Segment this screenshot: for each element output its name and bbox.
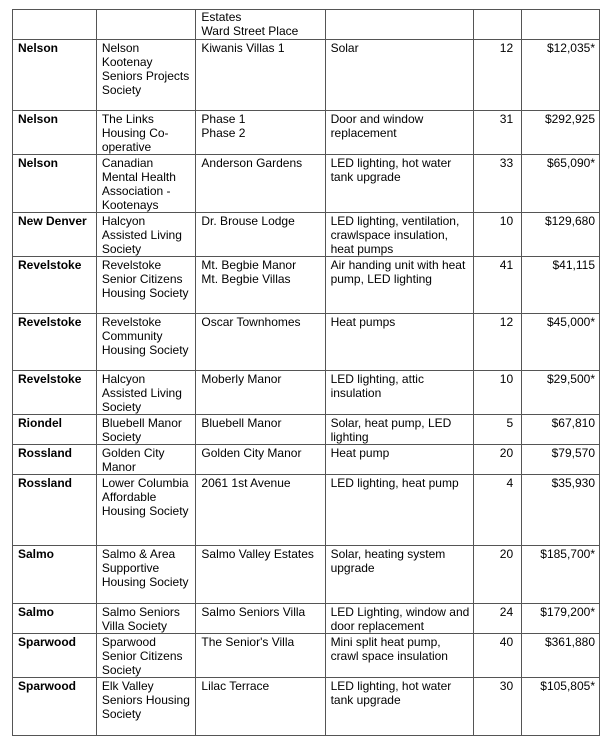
amount-cell: $67,810 <box>522 415 600 445</box>
upgrade-cell: LED lighting, ventilation, crawlspace insulation, heat pumps <box>325 213 474 257</box>
city-cell: Nelson <box>13 40 97 111</box>
amount-cell: $35,930 <box>522 475 600 546</box>
city-cell: Nelson <box>13 155 97 213</box>
project-cell: Oscar Townhomes <box>196 314 325 371</box>
society-cell: Canadian Mental Health Association - Kootenays <box>96 155 196 213</box>
units-cell: 10 <box>474 371 522 415</box>
city-cell: New Denver <box>13 213 97 257</box>
amount-cell: $41,115 <box>522 257 600 314</box>
upgrade-cell: Heat pumps <box>325 314 474 371</box>
upgrade-cell: Air handing unit with heat pump, LED lighting <box>325 257 474 314</box>
city-cell <box>13 10 97 40</box>
units-cell: 20 <box>474 445 522 475</box>
society-cell: Halcyon Assisted Living Society <box>96 371 196 415</box>
table-row <box>13 604 600 634</box>
project-cell: The Senior's Villa <box>196 634 325 678</box>
amount-cell: $185,700* <box>522 546 600 604</box>
units-cell: 33 <box>474 155 522 213</box>
project-cell: Kiwanis Villas 1 <box>196 40 325 111</box>
project-cell: 2061 1st Avenue <box>196 475 325 546</box>
upgrade-cell: Door and window replacement <box>325 111 474 155</box>
amount-cell: $361,880 <box>522 634 600 678</box>
table-row <box>13 678 600 736</box>
society-cell: Bluebell Manor Society <box>96 415 196 445</box>
table-row <box>13 415 600 445</box>
project-cell: Dr. Brouse Lodge <box>196 213 325 257</box>
upgrade-cell: Heat pump <box>325 445 474 475</box>
project-cell: Golden City Manor <box>196 445 325 475</box>
society-cell: Salmo Seniors Villa Society <box>96 604 196 634</box>
amount-cell: $45,000* <box>522 314 600 371</box>
units-cell <box>474 10 522 40</box>
units-cell: 41 <box>474 257 522 314</box>
amount-cell: $129,680 <box>522 213 600 257</box>
amount-cell: $12,035* <box>522 40 600 111</box>
city-cell: Sparwood <box>13 634 97 678</box>
upgrade-cell: LED lighting, heat pump <box>325 475 474 546</box>
society-cell: Golden City Manor <box>96 445 196 475</box>
amount-cell: $179,200* <box>522 604 600 634</box>
units-cell: 12 <box>474 40 522 111</box>
table-row <box>13 371 600 415</box>
upgrade-cell: Solar, heating system upgrade <box>325 546 474 604</box>
upgrade-cell: Solar <box>325 40 474 111</box>
project-cell: Phase 1 Phase 2 <box>196 111 325 155</box>
upgrade-cell: LED Lighting, window and door replacement <box>325 604 474 634</box>
projects-table-body <box>13 10 600 736</box>
society-cell: Sparwood Senior Citizens Society <box>96 634 196 678</box>
units-cell: 31 <box>474 111 522 155</box>
project-cell: Lilac Terrace <box>196 678 325 736</box>
city-cell: Nelson <box>13 111 97 155</box>
city-cell: Revelstoke <box>13 314 97 371</box>
project-cell: Salmo Valley Estates <box>196 546 325 604</box>
projects-table <box>12 9 600 736</box>
project-cell: Mt. Begbie Manor Mt. Begbie Villas <box>196 257 325 314</box>
amount-cell: $29,500* <box>522 371 600 415</box>
project-cell: Estates Ward Street Place <box>196 10 325 40</box>
society-cell: Nelson Kootenay Seniors Projects Society <box>96 40 196 111</box>
units-cell: 24 <box>474 604 522 634</box>
city-cell: Salmo <box>13 546 97 604</box>
amount-cell: $79,570 <box>522 445 600 475</box>
project-cell: Moberly Manor <box>196 371 325 415</box>
upgrade-cell: Mini split heat pump, crawl space insulation <box>325 634 474 678</box>
city-cell: Rossland <box>13 475 97 546</box>
upgrade-cell <box>325 10 474 40</box>
units-cell: 5 <box>474 415 522 445</box>
city-cell: Riondel <box>13 415 97 445</box>
society-cell: Revelstoke Community Housing Society <box>96 314 196 371</box>
society-cell: Elk Valley Seniors Housing Society <box>96 678 196 736</box>
table-row <box>13 475 600 546</box>
table-row <box>13 40 600 111</box>
table-row <box>13 314 600 371</box>
table-row <box>13 111 600 155</box>
units-cell: 30 <box>474 678 522 736</box>
upgrade-cell: LED lighting, hot water tank upgrade <box>325 678 474 736</box>
upgrade-cell: LED lighting, hot water tank upgrade <box>325 155 474 213</box>
society-cell: Salmo & Area Supportive Housing Society <box>96 546 196 604</box>
units-cell: 4 <box>474 475 522 546</box>
society-cell <box>96 10 196 40</box>
city-cell: Revelstoke <box>13 371 97 415</box>
table-row <box>13 445 600 475</box>
units-cell: 20 <box>474 546 522 604</box>
units-cell: 40 <box>474 634 522 678</box>
table-row <box>13 546 600 604</box>
units-cell: 10 <box>474 213 522 257</box>
amount-cell <box>522 10 600 40</box>
city-cell: Sparwood <box>13 678 97 736</box>
upgrade-cell: LED lighting, attic insulation <box>325 371 474 415</box>
society-cell: The Links Housing Co-operative <box>96 111 196 155</box>
amount-cell: $292,925 <box>522 111 600 155</box>
society-cell: Halcyon Assisted Living Society <box>96 213 196 257</box>
project-cell: Anderson Gardens <box>196 155 325 213</box>
project-cell: Bluebell Manor <box>196 415 325 445</box>
society-cell: Lower Columbia Affordable Housing Society <box>96 475 196 546</box>
table-row <box>13 634 600 678</box>
city-cell: Revelstoke <box>13 257 97 314</box>
project-cell: Salmo Seniors Villa <box>196 604 325 634</box>
table-row <box>13 257 600 314</box>
upgrade-cell: Solar, heat pump, LED lighting <box>325 415 474 445</box>
table-row <box>13 155 600 213</box>
amount-cell: $105,805* <box>522 678 600 736</box>
city-cell: Salmo <box>13 604 97 634</box>
table-row <box>13 213 600 257</box>
city-cell: Rossland <box>13 445 97 475</box>
society-cell: Revelstoke Senior Citizens Housing Society <box>96 257 196 314</box>
table-row <box>13 10 600 40</box>
amount-cell: $65,090* <box>522 155 600 213</box>
units-cell: 12 <box>474 314 522 371</box>
